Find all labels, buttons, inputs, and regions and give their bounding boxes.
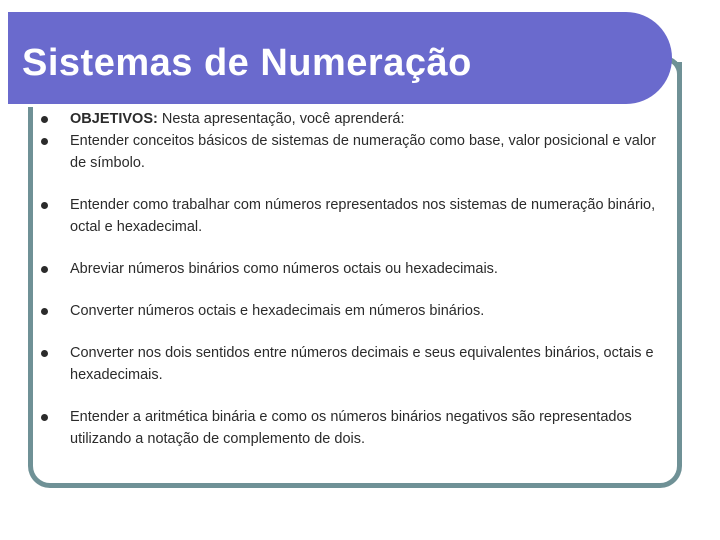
list-item-text: Entender como trabalhar com números representados nos sistemas de numeração binário, octal e hexadecimal. [70, 197, 656, 235]
list-item [38, 194, 658, 238]
slide-title: Sistemas de Numeração [22, 42, 472, 84]
objectives-label: OBJETIVOS: [70, 111, 158, 127]
list-item [38, 108, 658, 130]
bullet-icon [41, 350, 48, 357]
list-item-text: Nesta apresentação, você aprenderá: [157, 111, 405, 127]
bullet-icon [41, 202, 48, 209]
list-item-text: Entender a aritmética binária e como os números binários negativos são representados utilizando a notação de complemento de dois. [70, 409, 632, 447]
bullet-icon [41, 116, 48, 123]
list-item-text: Converter números octais e hexadecimais em números binários. [70, 303, 485, 319]
bullet-icon [41, 138, 48, 145]
title-underline [22, 104, 644, 107]
list-item-text: Converter nos dois sentidos entre números decimais e seus equivalentes binários, octais e hexadecimais. [70, 345, 654, 383]
bullet-icon [41, 308, 48, 315]
list-item [38, 342, 658, 386]
list-item [38, 406, 658, 450]
list-item-text: Entender conceitos básicos de sistemas de numeração como base, valor posicional e valor de símbolo. [70, 133, 656, 171]
list-item [38, 130, 658, 174]
bullet-icon [41, 266, 48, 273]
bullet-list [38, 108, 658, 450]
bullet-icon [41, 414, 48, 421]
title-bar [8, 12, 672, 104]
list-item-text: Abreviar números binários como números octais ou hexadecimais. [70, 261, 498, 277]
list-item [38, 300, 658, 322]
list-item [38, 258, 658, 280]
